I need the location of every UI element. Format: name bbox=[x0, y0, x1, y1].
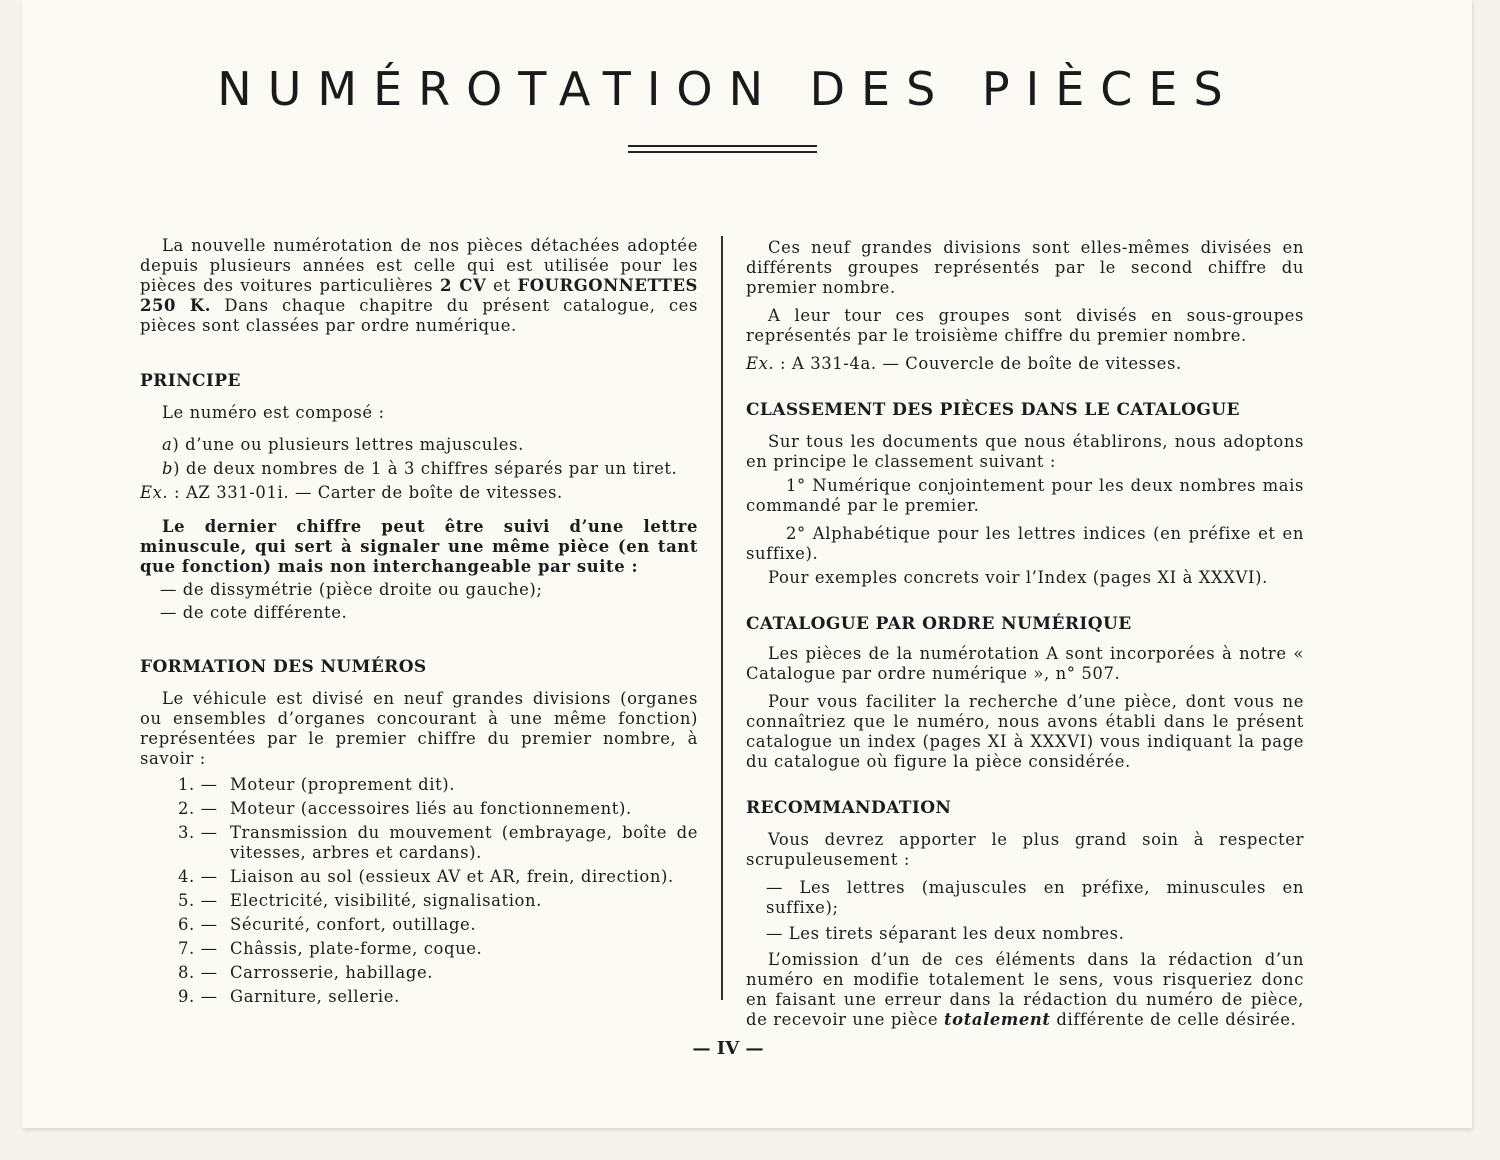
division-text: Transmission du mouvement (embrayage, boîte de vitesses, arbres et cardans). bbox=[230, 823, 698, 862]
right-example-text: : A 331-4a. — Couvercle de boîte de vitesses. bbox=[774, 354, 1182, 373]
dash-cote: — de cote différente. bbox=[160, 603, 348, 622]
division-item bbox=[140, 799, 698, 819]
intro-text-a: La nouvelle numérotation de nos pièces détachées adoptée depuis plusieurs années est celle qui est utilisée pour les pièces des voitures particulières bbox=[140, 236, 698, 295]
right-example bbox=[746, 354, 1304, 374]
division-text: Moteur (proprement dit). bbox=[230, 775, 456, 794]
division-item bbox=[140, 915, 698, 935]
division-number: 3. — bbox=[178, 823, 218, 842]
column-divider bbox=[721, 236, 723, 1000]
omission-text-b: différente de celle désirée. bbox=[1050, 1010, 1297, 1029]
division-item bbox=[140, 939, 698, 959]
division-number: 6. — bbox=[178, 915, 218, 934]
division-number: 1. — bbox=[178, 775, 218, 794]
division-number: 8. — bbox=[178, 963, 218, 982]
division-item bbox=[140, 987, 698, 1007]
division-text: Electricité, visibilité, signalisation. bbox=[230, 891, 542, 910]
principe-a-letter: a bbox=[162, 435, 173, 454]
right-column bbox=[746, 238, 1304, 1030]
omission-emphasis: totalement bbox=[943, 1010, 1051, 1029]
classement-paragraph: Sur tous les documents que nous établirons, nous adoptons en principe le classement suivant : bbox=[746, 432, 1304, 471]
principe-example bbox=[140, 483, 698, 503]
omission-paragraph bbox=[746, 950, 1304, 1030]
right-example-label: Ex. bbox=[746, 354, 775, 373]
principe-line: Le numéro est composé : bbox=[162, 403, 385, 422]
recommandation-dash-tirets: — Les tirets séparant les deux nombres. bbox=[766, 924, 1125, 943]
catalogue-paragraph-2: Pour vous faciliter la recherche d’une pièce, dont vous ne connaîtriez que le numéro, nous avons établi dans le présent catalogue un index (pages XI à XXXVI) vous indiquant la page du catalogue où figure la pièce considérée. bbox=[746, 692, 1304, 771]
page-sheet bbox=[22, 0, 1472, 1128]
catalogue-paragraph-1: Les pièces de la numérotation A sont incorporées à notre « Catalogue par ordre numérique », n° 507. bbox=[746, 644, 1304, 683]
principe-b-letter: b bbox=[162, 459, 174, 478]
division-number: 9. — bbox=[178, 987, 218, 1006]
formation-heading: FORMATION DES NUMÉROS bbox=[140, 657, 427, 677]
intro-fourgonnettes: FOURGONNETTES 250 K. bbox=[140, 276, 698, 315]
recommandation-heading: RECOMMANDATION bbox=[746, 798, 952, 818]
division-text: Sécurité, confort, outillage. bbox=[230, 915, 477, 934]
catalogue-heading: CATALOGUE PAR ORDRE NUMÉRIQUE bbox=[746, 614, 1132, 634]
divisions-paragraph: Ces neuf grandes divisions sont elles-mêmes divisées en différents groupes représentés par le second chiffre du premier nombre. bbox=[746, 238, 1304, 297]
division-text: Liaison au sol (essieux AV et AR, frein, direction). bbox=[230, 867, 674, 886]
principe-a bbox=[140, 435, 698, 455]
divisions-list bbox=[140, 775, 698, 1007]
division-item bbox=[140, 775, 698, 795]
principe-b bbox=[140, 459, 698, 479]
principe-heading: PRINCIPE bbox=[140, 371, 241, 391]
division-text: Carrosserie, habillage. bbox=[230, 963, 434, 982]
intro-text-c: et bbox=[486, 276, 518, 295]
division-text: Moteur (accessoires liés au fonctionnement). bbox=[230, 799, 632, 818]
intro-2cv: 2 CV bbox=[439, 276, 487, 295]
example-label: Ex. bbox=[140, 483, 169, 502]
division-number: 2. — bbox=[178, 799, 218, 818]
division-text: Châssis, plate-forme, coque. bbox=[230, 939, 483, 958]
title-double-rule bbox=[628, 145, 817, 153]
recommandation-dash-lettres: — Les lettres (majuscules en préfixe, minuscules en suffixe); bbox=[766, 878, 1304, 917]
principe-a-text: ) d’une ou plusieurs lettres majuscules. bbox=[172, 435, 524, 454]
omission-text-a: L’omission d’un de ces éléments dans la rédaction d’un numéro en modifie totalement le sens, vous risqueriez donc en faisant une erreur dans la rédaction du numéro de pièce, de recevoir une pièce bbox=[746, 950, 1304, 1029]
principe-b-text: ) de deux nombres de 1 à 3 chiffres séparés par un tiret. bbox=[173, 459, 678, 478]
division-number: 7. — bbox=[178, 939, 218, 958]
page-number: — IV — bbox=[692, 1038, 764, 1059]
left-column bbox=[140, 236, 698, 1007]
division-number: 4. — bbox=[178, 867, 218, 886]
recommandation-paragraph: Vous devrez apporter le plus grand soin à respecter scrupuleusement : bbox=[746, 830, 1304, 869]
division-item bbox=[140, 963, 698, 983]
formation-paragraph: Le véhicule est divisé en neuf grandes divisions (organes ou ensembles d’organes concourant à une même fonction) représentées par le premier chiffre du premier nombre, à savoir : bbox=[140, 689, 698, 768]
classement-exemples: Pour exemples concrets voir l’Index (pages XI à XXXVI). bbox=[768, 568, 1268, 587]
groupes-paragraph: A leur tour ces groupes sont divisés en sous-groupes représentés par le troisième chiffre du premier nombre. bbox=[746, 306, 1304, 345]
last-digit-paragraph: Le dernier chiffre peut être suivi d’une lettre minuscule, qui sert à signaler une même pièce (en tant que fonction) mais non interchangeable par suite : bbox=[140, 517, 698, 576]
page-title: NUMÉROTATION DES PIÈCES bbox=[217, 62, 1239, 116]
division-item bbox=[140, 891, 698, 911]
classement-item-1: 1° Numérique conjointement pour les deux nombres mais commandé par le premier. bbox=[746, 476, 1304, 515]
classement-heading: CLASSEMENT DES PIÈCES DANS LE CATALOGUE bbox=[746, 400, 1240, 420]
example-text: : AZ 331-01i. — Carter de boîte de vitesses. bbox=[168, 483, 563, 502]
intro-text-d: Dans chaque chapitre du présent catalogue, ces pièces sont classées par ordre numérique. bbox=[140, 296, 698, 335]
dash-dissymetrie: — de dissymétrie (pièce droite ou gauche); bbox=[160, 580, 543, 599]
intro-paragraph bbox=[140, 236, 698, 336]
division-item bbox=[140, 823, 698, 863]
division-item bbox=[140, 867, 698, 887]
division-text: Garniture, sellerie. bbox=[230, 987, 400, 1006]
division-number: 5. — bbox=[178, 891, 218, 910]
classement-item-2: 2° Alphabétique pour les lettres indices (en préfixe et en suffixe). bbox=[746, 524, 1304, 563]
